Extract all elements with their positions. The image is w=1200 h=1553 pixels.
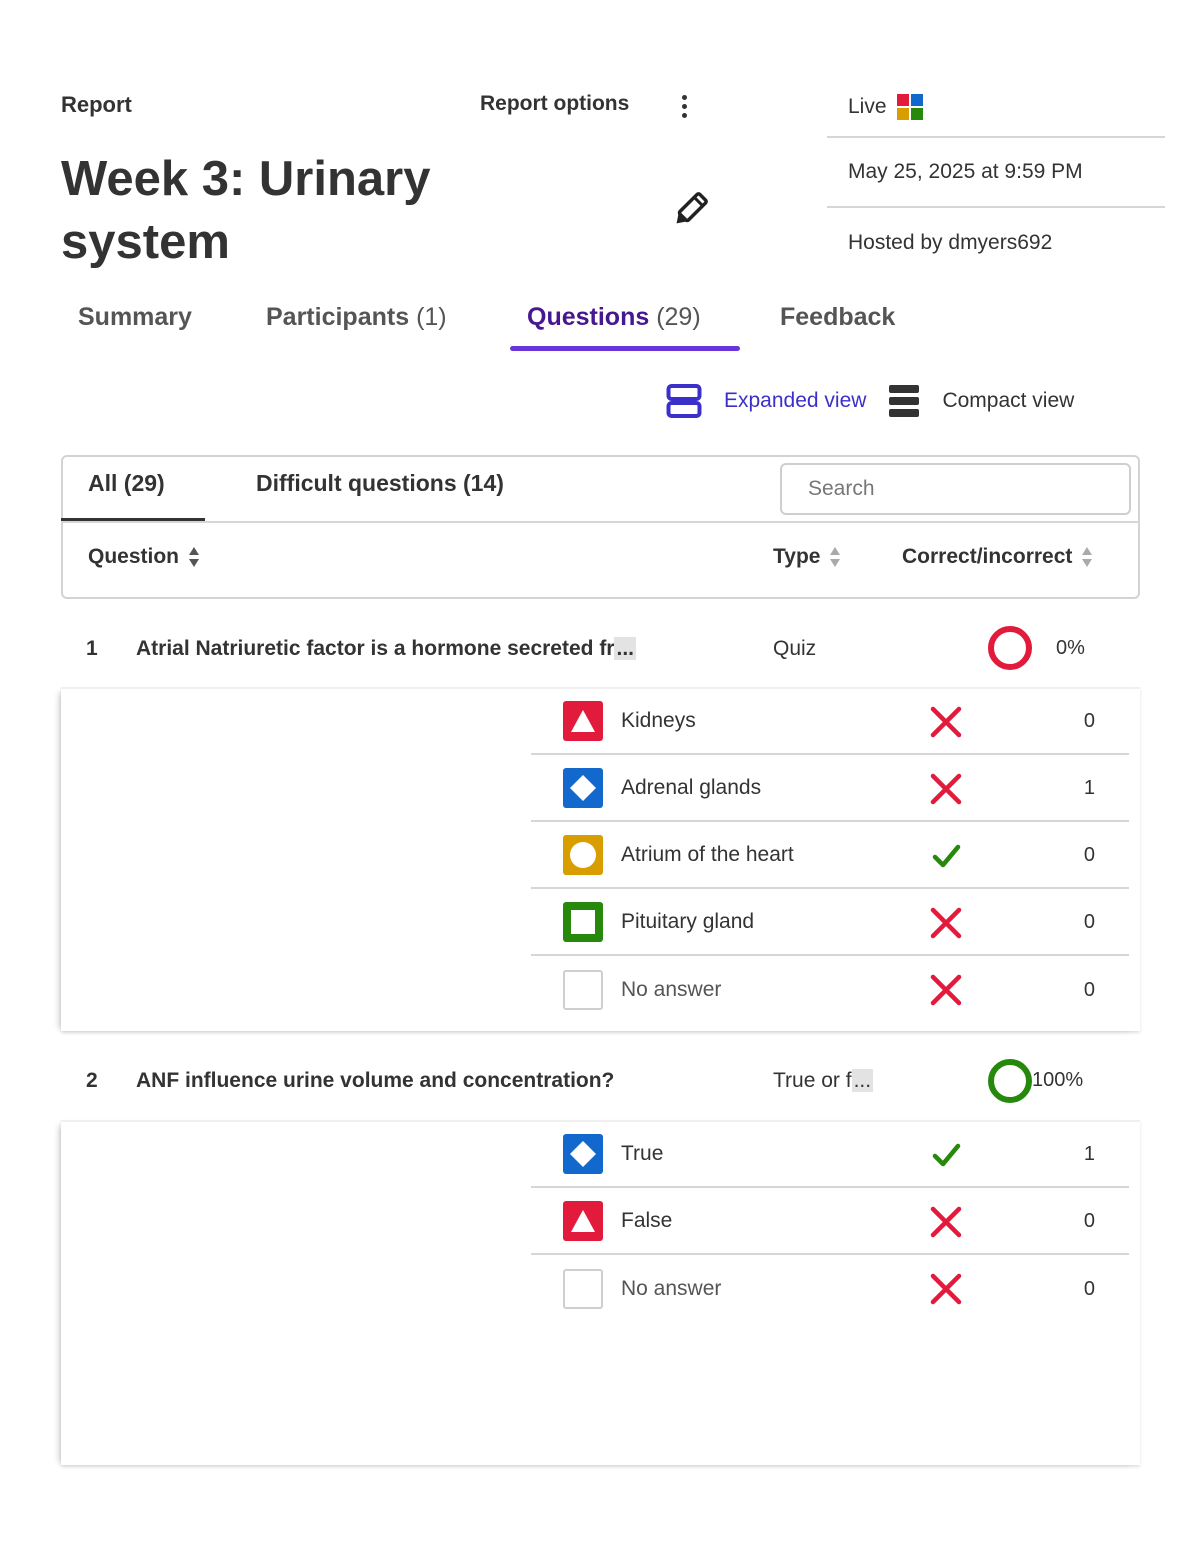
filter-tab-all[interactable]: All (29): [88, 470, 165, 496]
tab-questions[interactable]: [527, 292, 701, 350]
answer-row: [531, 823, 1129, 889]
question-type: Quiz: [773, 637, 817, 660]
accuracy-ring-icon: [986, 1057, 1034, 1105]
view-toggle: [666, 383, 1074, 419]
search-input[interactable]: [780, 463, 1131, 515]
question-text-value: Atrial Natriuretic factor is a hormone secreted fr: [136, 637, 615, 660]
answer-label: No answer: [621, 978, 722, 1001]
incorrect-icon: [929, 906, 963, 940]
triangle-icon: [563, 1201, 603, 1241]
answer-label: False: [621, 1209, 673, 1232]
tab-summary[interactable]: [78, 292, 192, 350]
answer-row: [531, 957, 1129, 1023]
answer-count: 0: [1083, 1209, 1095, 1232]
answer-row: [531, 756, 1129, 822]
correct-check-icon: [929, 1138, 963, 1172]
answer-row: [531, 1256, 1129, 1322]
answer-label: Kidneys: [621, 709, 696, 732]
active-tab-indicator: [510, 346, 740, 351]
column-header-type[interactable]: [773, 545, 840, 569]
compact-view-icon: [888, 383, 920, 419]
page-title: Week 3: Urinary system: [61, 152, 431, 269]
answer-count: 0: [1083, 910, 1095, 933]
question-type-value: True or f: [773, 1069, 852, 1092]
truncation-ellipsis: ...: [853, 1069, 872, 1092]
tab-feedback[interactable]: [780, 292, 895, 350]
tab-count: (29): [656, 303, 701, 331]
question-number: 2: [86, 1069, 98, 1092]
answer-row: [531, 1122, 1129, 1188]
question-text[interactable]: [136, 1069, 716, 1093]
divider: [61, 521, 1140, 523]
answer-count: 1: [1083, 776, 1095, 799]
empty-answer-icon: [563, 1269, 603, 1309]
incorrect-icon: [929, 1272, 963, 1306]
session-host: Hosted by dmyers692: [848, 231, 1053, 254]
status-text: Live: [848, 95, 887, 118]
report-options-button[interactable]: Report options: [480, 92, 630, 115]
accuracy-ring-icon: [986, 624, 1034, 672]
column-label: Question: [88, 545, 180, 568]
tab-label: Participants: [266, 303, 410, 331]
answer-count: 0: [1083, 709, 1095, 732]
diamond-icon: [563, 768, 603, 808]
tab-label: Feedback: [780, 303, 896, 331]
sort-icon: [189, 545, 199, 569]
tab-label: Questions: [527, 303, 650, 331]
expanded-view-button[interactable]: [666, 383, 866, 419]
answer-label: True: [621, 1142, 664, 1165]
answer-label: Pituitary gland: [621, 910, 755, 933]
column-header-correct[interactable]: [902, 545, 1092, 569]
column-label: Type: [773, 545, 821, 568]
column-header-question[interactable]: [88, 545, 199, 569]
compact-view-button[interactable]: [888, 383, 1074, 419]
question-type: [773, 1069, 893, 1093]
accuracy-percent: 0%: [1056, 637, 1085, 659]
answer-count: 1: [1083, 1142, 1095, 1165]
empty-answer-icon: [563, 970, 603, 1010]
triangle-icon: [563, 701, 603, 741]
breadcrumb-report: Report: [61, 92, 132, 117]
circle-icon: [563, 835, 603, 875]
answer-row: [531, 890, 1129, 956]
session-status: [827, 78, 1165, 138]
sort-icon: [830, 545, 840, 569]
sort-icon: [1082, 545, 1092, 569]
question-number: 1: [86, 637, 98, 660]
column-label: Correct/incorrect: [902, 545, 1073, 568]
accuracy-percent: 100%: [1032, 1069, 1084, 1091]
pencil-icon[interactable]: [670, 190, 710, 230]
answer-count: 0: [1083, 978, 1095, 1001]
compact-view-label: Compact view: [942, 389, 1075, 412]
answer-row: [531, 1189, 1129, 1255]
incorrect-icon: [929, 1205, 963, 1239]
tab-count: (1): [416, 303, 447, 331]
answer-label: Atrium of the heart: [621, 843, 794, 866]
question-text-value: ANF influence urine volume and concentration?: [136, 1069, 615, 1092]
answer-label: Adrenal glands: [621, 776, 762, 799]
incorrect-icon: [929, 772, 963, 806]
answer-count: 0: [1083, 1277, 1095, 1300]
square-icon: [563, 902, 603, 942]
question-text[interactable]: [136, 637, 716, 661]
filter-tab-difficult[interactable]: Difficult questions (14): [256, 470, 504, 496]
diamond-icon: [563, 1134, 603, 1174]
tab-participants[interactable]: [266, 292, 447, 350]
answer-label: No answer: [621, 1277, 722, 1300]
incorrect-icon: [929, 973, 963, 1007]
answer-row: [531, 689, 1129, 755]
session-date: May 25, 2025 at 9:59 PM: [827, 138, 1165, 208]
answers-card: [61, 1120, 1140, 1465]
incorrect-icon: [929, 705, 963, 739]
more-options-icon[interactable]: [679, 95, 689, 121]
answers-card: [61, 687, 1140, 1031]
correct-check-icon: [929, 839, 963, 873]
live-game-icon: [897, 94, 923, 120]
session-info: [827, 78, 1165, 278]
answer-count: 0: [1083, 843, 1095, 866]
expanded-view-icon: [666, 383, 702, 419]
expanded-view-label: Expanded view: [724, 389, 867, 412]
tab-label: Summary: [78, 303, 192, 331]
truncation-ellipsis: ...: [616, 637, 634, 660]
